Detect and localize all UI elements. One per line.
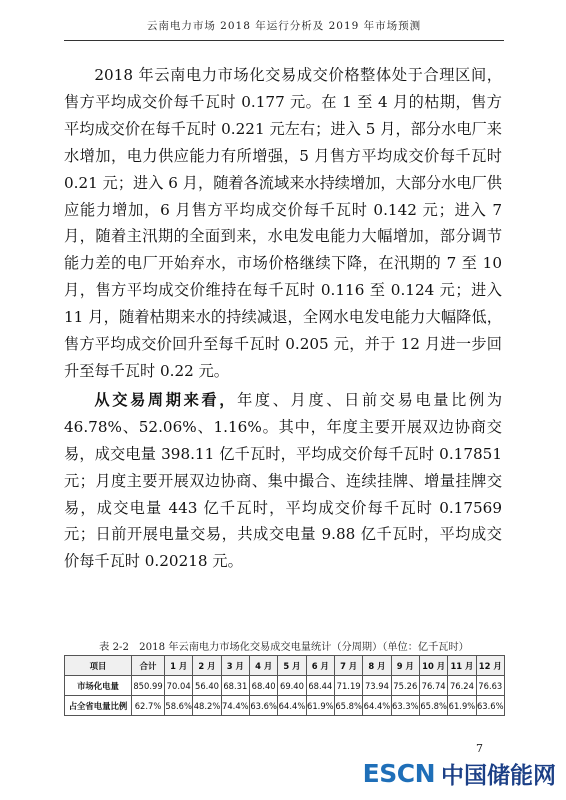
header-cell: 10 月: [419, 656, 447, 676]
header-cell: 项目: [65, 656, 132, 676]
table-row: [65, 676, 505, 696]
table-cell: 76.63: [476, 676, 504, 696]
table-cell: 73.94: [363, 676, 391, 696]
header-cell: 11 月: [448, 656, 476, 676]
paragraph-2: [64, 387, 502, 575]
body-text: [64, 62, 502, 575]
table-cell: 58.6%: [165, 696, 193, 716]
table-cell: 63.6%: [249, 696, 277, 716]
table-cell: 69.40: [278, 676, 306, 696]
table-cell: 850.99: [132, 676, 165, 696]
header-cell: 5 月: [278, 656, 306, 676]
table-cell: 70.04: [165, 676, 193, 696]
table-cell: 62.7%: [132, 696, 165, 716]
table-cell: 68.44: [306, 676, 334, 696]
header-rule: [64, 40, 504, 41]
watermark-site-name: 中国储能网: [441, 763, 556, 789]
trade-volume-table: [64, 655, 505, 716]
page-number: 7: [476, 742, 483, 755]
table-cell: 74.4%: [221, 696, 249, 716]
header-cell: 4 月: [249, 656, 277, 676]
table-header-row: [65, 656, 505, 676]
header-cell: 1 月: [165, 656, 193, 676]
table-cell: 68.40: [249, 676, 277, 696]
escn-logo: ESCN: [362, 759, 435, 788]
header-cell: 8 月: [363, 656, 391, 676]
table-cell: 56.40: [193, 676, 221, 696]
table-cell: 61.9%: [448, 696, 476, 716]
table-cell: 68.31: [221, 676, 249, 696]
running-header: 云南电力市场 2018 年运行分析及 2019 年市场预测: [146, 20, 422, 32]
table-row: [65, 696, 505, 716]
header-cell: 12 月: [476, 656, 504, 676]
header-cell: 3 月: [221, 656, 249, 676]
table-cell: 76.24: [448, 676, 476, 696]
header-cell: 7 月: [334, 656, 362, 676]
table-cell: 65.8%: [334, 696, 362, 716]
paragraph-2-lead: 从交易周期来看，: [94, 390, 238, 409]
header-cell: 2 月: [193, 656, 221, 676]
row-label: 市场化电量: [65, 676, 132, 696]
row-label: 占全省电量比例: [65, 696, 132, 716]
table-caption: 表 2-2 2018 年云南电力市场化交易成交电量统计（分周期）（单位：亿千瓦时）: [99, 642, 469, 653]
header-cell: 合计: [132, 656, 165, 676]
table-cell: 48.2%: [193, 696, 221, 716]
table-cell: 76.74: [419, 676, 447, 696]
watermark: [363, 757, 556, 790]
table-cell: 71.19: [334, 676, 362, 696]
header-cell: 6 月: [306, 656, 334, 676]
table-cell: 61.9%: [306, 696, 334, 716]
table-cell: 63.6%: [476, 696, 504, 716]
table-cell: 64.4%: [363, 696, 391, 716]
table-cell: 64.4%: [278, 696, 306, 716]
table-cell: 63.3%: [391, 696, 419, 716]
table-cell: 65.8%: [419, 696, 447, 716]
header-cell: 9 月: [391, 656, 419, 676]
table-cell: 75.26: [391, 676, 419, 696]
paragraph-2-rest: 年度、月度、日前交易电量比例为 46.78%、52.06%、1.16%。其中，年度主要开展双边协商交易，成交电量 398.11 亿千瓦时，平均成交价每千瓦时 0.17851 元；月度主要开展双边协商、集中撮合、连续挂牌、增量挂牌交易，成交电量 443 亿千瓦时，平均成交价每千瓦时 0.17569 元；日前开展电量交易，共成交电量 9.88 亿千瓦时，平均成交价每千瓦时 0.20218 元。: [64, 390, 503, 571]
paragraph-1: 2018 年云南电力市场化交易成交价格整体处于合理区间，售方平均成交价每千瓦时 0.177 元。在 1 至 4 月的枯期，售方平均成交价在每千瓦时 0.221 元左右；进入 5 月，部分水电厂来水增加，电力供应能力有所增强，5 月售方平均成交价每千瓦时 0.21 元；进入 6 月，随着各流域来水持续增加，大部分水电厂供应能力增加，6 月售方平均成交价每千瓦时 0.142 元；进入 7 月，随着主汛期的全面到来，水电发电能力大幅增加，部分调节能力差的电厂开始弃水，市场价格继续下降，在汛期的 7 至 10 月，售方平均成交价维持在每千瓦时 0.116 至 0.124 元；进入 11 月，随着枯期来水的持续减退，全网水电发电能力大幅降低，售方平均成交价回升至每千瓦时 0.205 元，并于 12 月进一步回升至每千瓦时 0.22 元。: [64, 66, 502, 380]
